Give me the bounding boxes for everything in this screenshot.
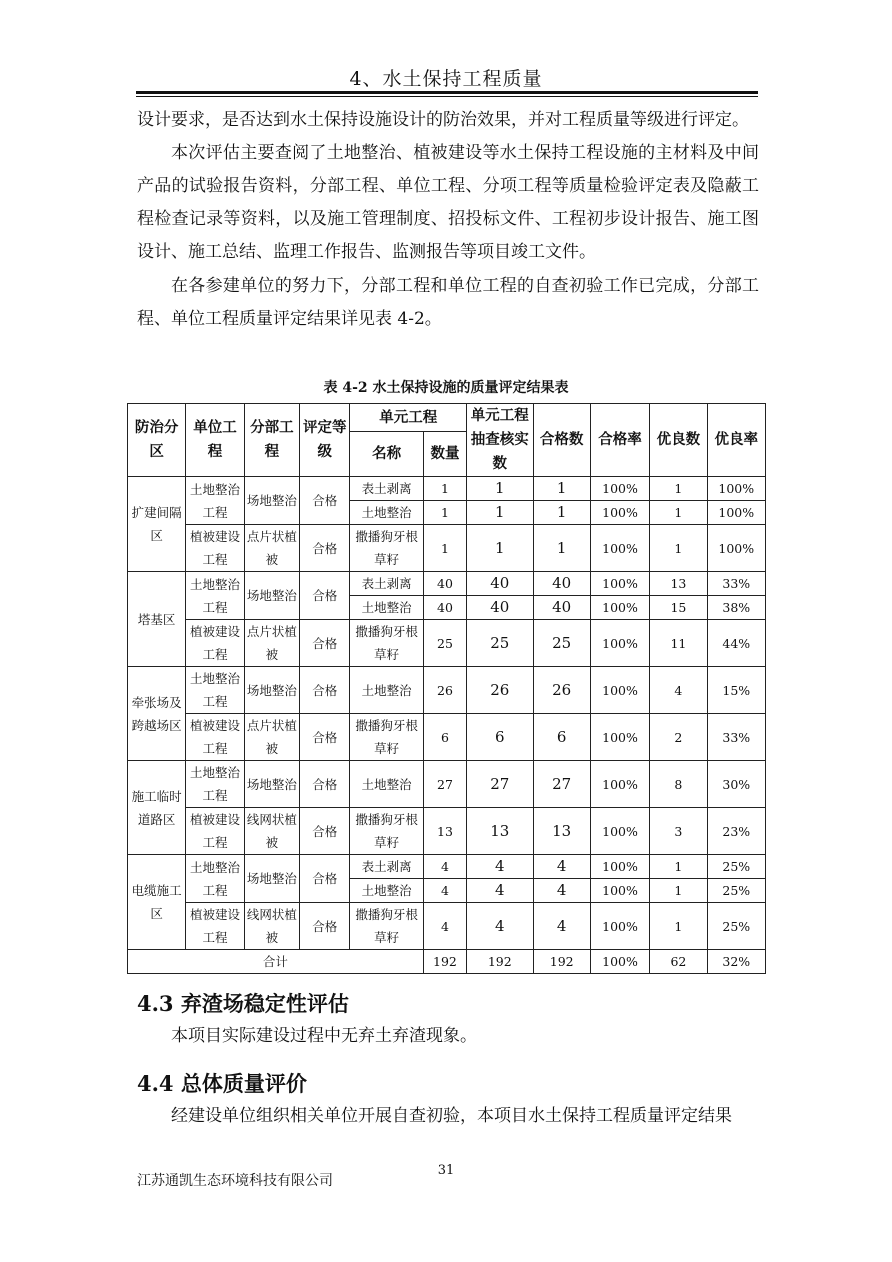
header-grade: 评定等级 — [300, 404, 350, 477]
count-cell: 26 — [423, 667, 466, 714]
good-count-cell: 1 — [650, 525, 707, 572]
header-rule-thick — [136, 91, 758, 94]
good-count-cell: 1 — [650, 879, 707, 903]
header-rule-thin — [136, 96, 758, 97]
checked-cell: 4 — [467, 903, 533, 950]
section-4-3-text: 本项目实际建设过程中无弃土弃渣现象。 — [171, 1026, 477, 1046]
zone-cell: 牵张场及跨越场区 — [128, 667, 186, 761]
total-count: 192 — [423, 950, 466, 974]
pass-rate-cell: 100% — [590, 525, 649, 572]
unit-project-cell: 土地整治工程 — [186, 477, 244, 525]
sub-project-cell: 点片状植被 — [244, 525, 299, 572]
grade-cell: 合格 — [300, 714, 350, 761]
count-cell: 1 — [423, 525, 466, 572]
grade-cell: 合格 — [300, 525, 350, 572]
sub-project-cell: 点片状植被 — [244, 714, 299, 761]
sub-project-cell: 场地整治 — [244, 667, 299, 714]
element-name-cell: 撒播狗牙根草籽 — [350, 903, 423, 950]
pass-rate-cell: 100% — [590, 572, 649, 596]
table-row — [128, 903, 766, 950]
total-pass: 192 — [533, 950, 590, 974]
good-rate-cell: 25% — [707, 903, 765, 950]
total-good-rate: 32% — [707, 950, 765, 974]
header-pass-rate: 合格率 — [590, 404, 649, 477]
sub-project-cell: 线网状植被 — [244, 903, 299, 950]
table-row — [128, 761, 766, 808]
pass-rate-cell: 100% — [590, 667, 649, 714]
pass-rate-cell: 100% — [590, 501, 649, 525]
total-label: 合计 — [128, 950, 424, 974]
unit-project-cell: 植被建设工程 — [186, 620, 244, 667]
element-name-cell: 撒播狗牙根草籽 — [350, 525, 423, 572]
table-row — [128, 525, 766, 572]
footer-company: 江苏通凯生态环境科技有限公司 — [137, 1173, 333, 1189]
page-number: 31 — [437, 1163, 455, 1178]
unit-project-cell: 植被建设工程 — [186, 808, 244, 855]
checked-cell: 40 — [467, 572, 533, 596]
grade-cell: 合格 — [300, 667, 350, 714]
count-cell: 27 — [423, 761, 466, 808]
grade-cell: 合格 — [300, 477, 350, 525]
pass-count-cell: 40 — [533, 596, 590, 620]
unit-project-cell: 植被建设工程 — [186, 714, 244, 761]
checked-cell: 4 — [467, 879, 533, 903]
sub-project-cell: 场地整治 — [244, 855, 299, 903]
quality-table — [127, 403, 766, 974]
sub-project-cell: 场地整治 — [244, 477, 299, 525]
pass-count-cell: 25 — [533, 620, 590, 667]
pass-count-cell: 6 — [533, 714, 590, 761]
element-name-cell: 土地整治 — [350, 667, 423, 714]
count-cell: 1 — [423, 501, 466, 525]
unit-project-cell: 植被建设工程 — [186, 525, 244, 572]
checked-cell: 1 — [467, 501, 533, 525]
pass-count-cell: 4 — [533, 855, 590, 879]
total-pass-rate: 100% — [590, 950, 649, 974]
grade-cell: 合格 — [300, 572, 350, 620]
pass-rate-cell: 100% — [590, 596, 649, 620]
good-count-cell: 1 — [650, 501, 707, 525]
count-cell: 40 — [423, 572, 466, 596]
pass-rate-cell: 100% — [590, 855, 649, 879]
table-row — [128, 667, 766, 714]
unit-project-cell: 土地整治工程 — [186, 855, 244, 903]
pass-rate-cell: 100% — [590, 477, 649, 501]
good-count-cell: 1 — [650, 855, 707, 879]
good-rate-cell: 100% — [707, 477, 765, 501]
header-sub-project: 分部工程 — [244, 404, 299, 477]
good-count-cell: 1 — [650, 477, 707, 501]
element-name-cell: 撒播狗牙根草籽 — [350, 714, 423, 761]
element-name-cell: 土地整治 — [350, 761, 423, 808]
pass-count-cell: 27 — [533, 761, 590, 808]
good-rate-cell: 23% — [707, 808, 765, 855]
total-good: 62 — [650, 950, 707, 974]
header-count: 数量 — [423, 432, 466, 477]
header-name: 名称 — [350, 432, 423, 477]
grade-cell: 合格 — [300, 903, 350, 950]
grade-cell: 合格 — [300, 855, 350, 903]
table-row — [128, 620, 766, 667]
good-count-cell: 2 — [650, 714, 707, 761]
checked-cell: 1 — [467, 525, 533, 572]
pass-count-cell: 40 — [533, 572, 590, 596]
pass-count-cell: 4 — [533, 903, 590, 950]
good-rate-cell: 44% — [707, 620, 765, 667]
count-cell: 4 — [423, 903, 466, 950]
table-row — [128, 477, 766, 501]
good-count-cell: 1 — [650, 903, 707, 950]
zone-cell: 塔基区 — [128, 572, 186, 667]
good-rate-cell: 100% — [707, 501, 765, 525]
checked-cell: 13 — [467, 808, 533, 855]
good-rate-cell: 33% — [707, 714, 765, 761]
unit-project-cell: 土地整治工程 — [186, 761, 244, 808]
pass-count-cell: 13 — [533, 808, 590, 855]
paragraph-2: 本次评估主要查阅了土地整治、植被建设等水土保持工程设施的主材料及中间产品的试验报告资料，分部工程、单位工程、分项工程等质量检验评定表及隐蔽工程检查记录等资料，以及施工管理制度、招投标文件、工程初步设计报告、施工图设计、施工总结、监理工作报告、监测报告等项目竣工文件。 — [137, 143, 759, 262]
checked-cell: 6 — [467, 714, 533, 761]
section-4-4-heading: 4.4 总体质量评价 — [137, 1071, 307, 1096]
sub-project-cell: 点片状植被 — [244, 620, 299, 667]
pass-rate-cell: 100% — [590, 620, 649, 667]
count-cell: 40 — [423, 596, 466, 620]
grade-cell: 合格 — [300, 761, 350, 808]
checked-cell: 25 — [467, 620, 533, 667]
good-rate-cell: 33% — [707, 572, 765, 596]
good-count-cell: 15 — [650, 596, 707, 620]
grade-cell: 合格 — [300, 808, 350, 855]
zone-cell: 施工临时道路区 — [128, 761, 186, 855]
sub-project-cell: 线网状植被 — [244, 808, 299, 855]
header-zone: 防治分区 — [128, 404, 186, 477]
header-checked: 单元工程抽查核实数 — [467, 404, 533, 477]
header-good-count: 优良数 — [650, 404, 707, 477]
total-checked: 192 — [467, 950, 533, 974]
good-count-cell: 3 — [650, 808, 707, 855]
section-4-4-text: 经建设单位组织相关单位开展自查初验，本项目水土保持工程质量评定结果 — [171, 1106, 732, 1126]
pass-rate-cell: 100% — [590, 903, 649, 950]
unit-project-cell: 土地整治工程 — [186, 667, 244, 714]
element-name-cell: 表土剥离 — [350, 477, 423, 501]
good-rate-cell: 15% — [707, 667, 765, 714]
pass-rate-cell: 100% — [590, 761, 649, 808]
element-name-cell: 撒播狗牙根草籽 — [350, 620, 423, 667]
pass-rate-cell: 100% — [590, 879, 649, 903]
zone-cell: 电缆施工区 — [128, 855, 186, 950]
good-rate-cell: 38% — [707, 596, 765, 620]
header-element: 单元工程 — [350, 404, 467, 432]
header-unit-project: 单位工程 — [186, 404, 244, 477]
pass-count-cell: 4 — [533, 879, 590, 903]
checked-cell: 40 — [467, 596, 533, 620]
header-good-rate: 优良率 — [707, 404, 765, 477]
pass-count-cell: 1 — [533, 477, 590, 501]
page-header-title: 4、水土保持工程质量 — [349, 68, 543, 90]
table-row — [128, 714, 766, 761]
good-count-cell: 4 — [650, 667, 707, 714]
count-cell: 25 — [423, 620, 466, 667]
good-rate-cell: 25% — [707, 879, 765, 903]
table-row — [128, 855, 766, 879]
section-4-3-heading: 4.3 弃渣场稳定性评估 — [137, 991, 349, 1016]
sub-project-cell: 场地整治 — [244, 572, 299, 620]
paragraph-1: 设计要求，是否达到水土保持设施设计的防治效果，并对工程质量等级进行评定。 — [137, 110, 749, 130]
unit-project-cell: 土地整治工程 — [186, 572, 244, 620]
header-pass-count: 合格数 — [533, 404, 590, 477]
table-caption: 表 4-2 水土保持设施的质量评定结果表 — [323, 380, 569, 396]
pass-rate-cell: 100% — [590, 714, 649, 761]
table-row — [128, 572, 766, 596]
table-row — [128, 808, 766, 855]
pass-count-cell: 1 — [533, 501, 590, 525]
good-count-cell: 13 — [650, 572, 707, 596]
good-count-cell: 11 — [650, 620, 707, 667]
checked-cell: 26 — [467, 667, 533, 714]
count-cell: 13 — [423, 808, 466, 855]
unit-project-cell: 植被建设工程 — [186, 903, 244, 950]
count-cell: 4 — [423, 879, 466, 903]
total-row — [128, 950, 766, 974]
pass-count-cell: 26 — [533, 667, 590, 714]
good-count-cell: 8 — [650, 761, 707, 808]
good-rate-cell: 100% — [707, 525, 765, 572]
count-cell: 1 — [423, 477, 466, 501]
element-name-cell: 表土剥离 — [350, 855, 423, 879]
element-name-cell: 土地整治 — [350, 596, 423, 620]
element-name-cell: 土地整治 — [350, 501, 423, 525]
good-rate-cell: 25% — [707, 855, 765, 879]
element-name-cell: 撒播狗牙根草籽 — [350, 808, 423, 855]
element-name-cell: 表土剥离 — [350, 572, 423, 596]
paragraph-3: 在各参建单位的努力下，分部工程和单位工程的自查初验工作已完成，分部工程、单位工程质量评定结果详见表 4-2。 — [137, 276, 759, 329]
sub-project-cell: 场地整治 — [244, 761, 299, 808]
count-cell: 6 — [423, 714, 466, 761]
checked-cell: 1 — [467, 477, 533, 501]
grade-cell: 合格 — [300, 620, 350, 667]
count-cell: 4 — [423, 855, 466, 879]
checked-cell: 4 — [467, 855, 533, 879]
pass-count-cell: 1 — [533, 525, 590, 572]
element-name-cell: 土地整治 — [350, 879, 423, 903]
zone-cell: 扩建间隔区 — [128, 477, 186, 572]
pass-rate-cell: 100% — [590, 808, 649, 855]
good-rate-cell: 30% — [707, 761, 765, 808]
checked-cell: 27 — [467, 761, 533, 808]
